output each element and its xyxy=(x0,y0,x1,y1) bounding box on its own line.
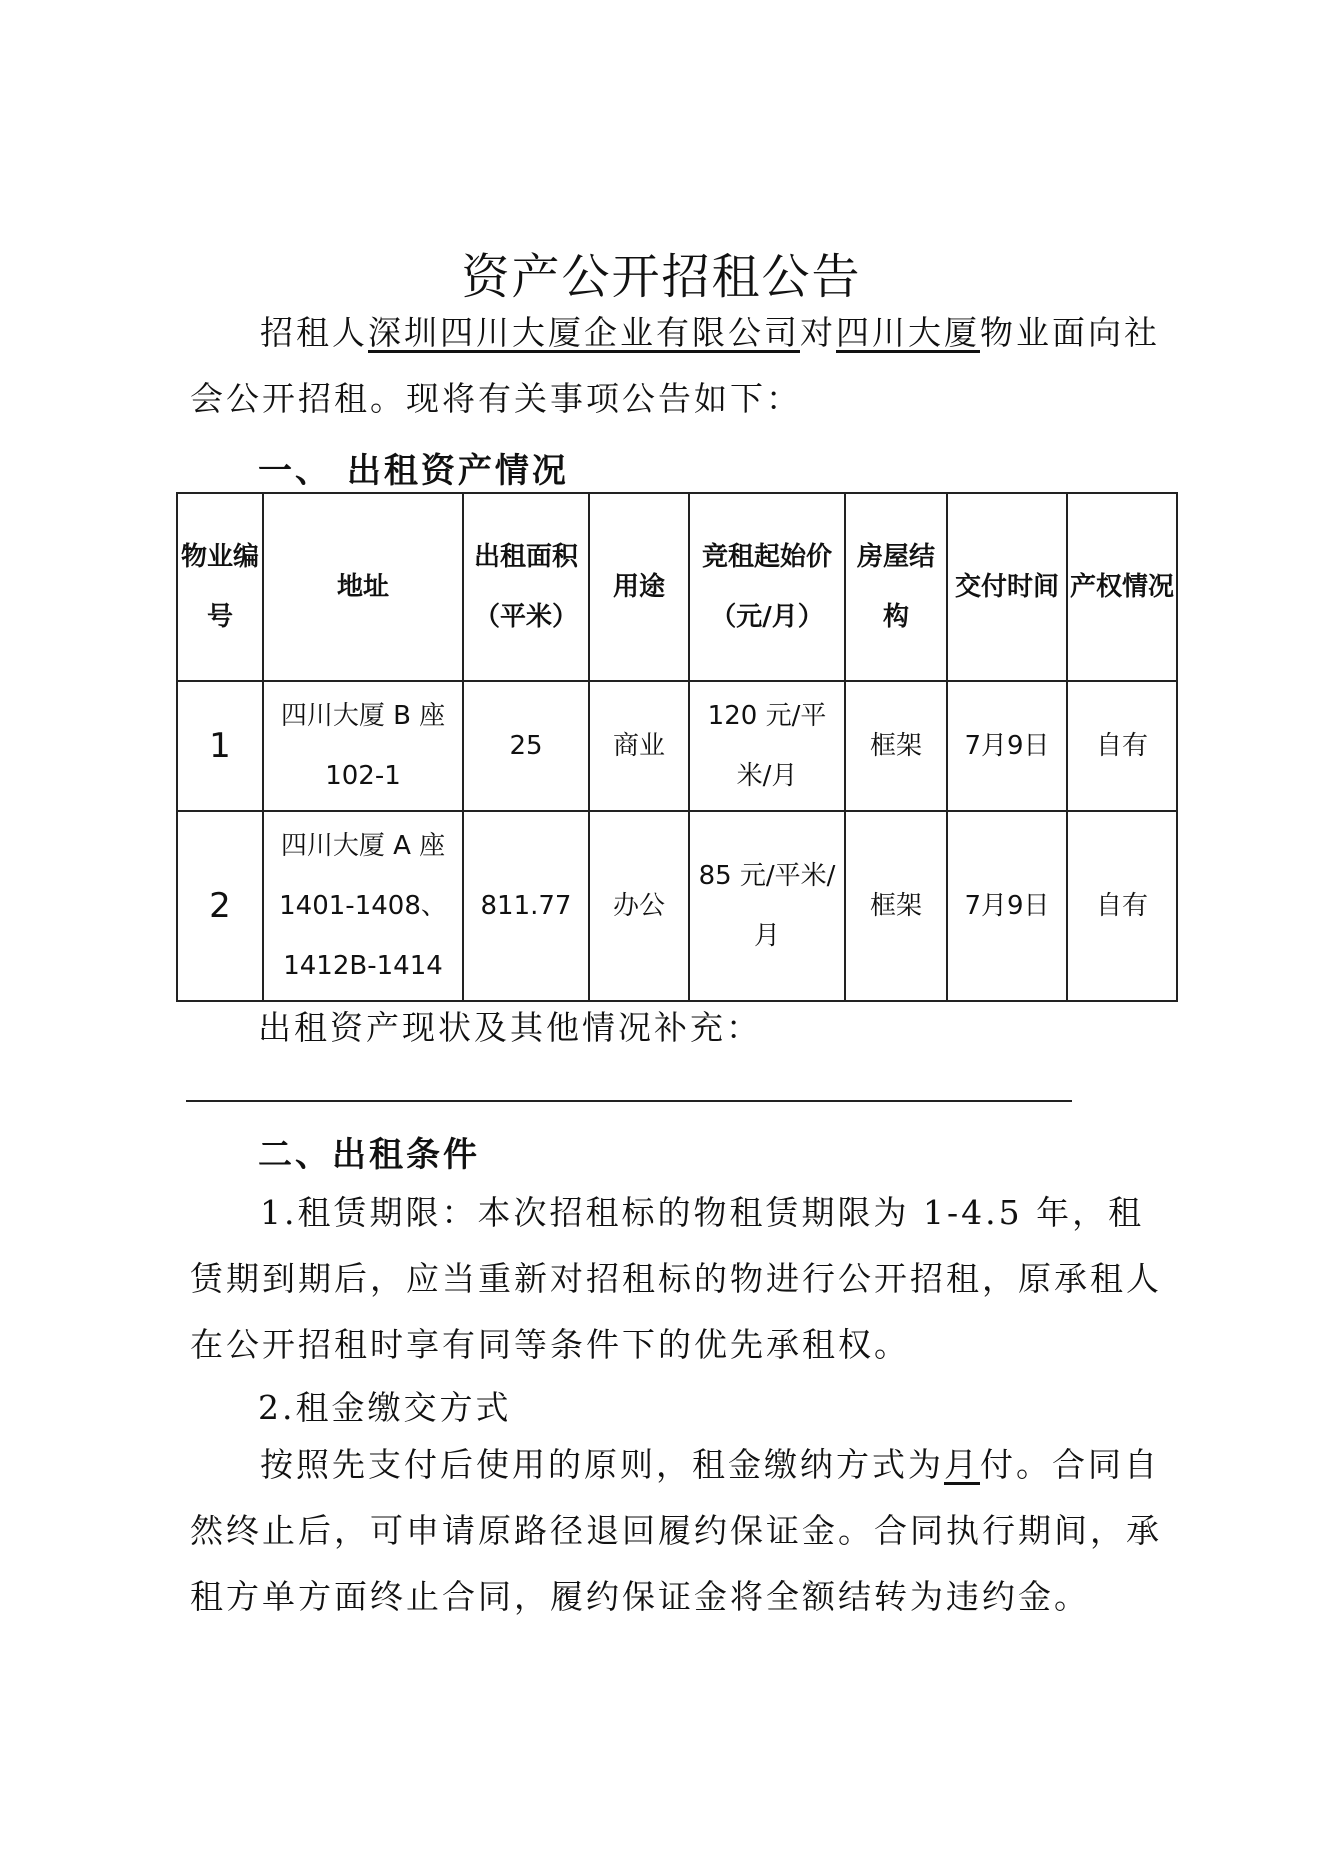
row-structure: 框架 xyxy=(845,681,947,811)
table-header-cell: 房屋结构 xyxy=(845,493,947,681)
page-title: 资产公开招租公告 xyxy=(461,249,862,305)
table-header-cell: 地址 xyxy=(263,493,463,681)
table-header-cell: 竞租起始价（元/月） xyxy=(689,493,845,681)
row-ownership: 自有 xyxy=(1067,681,1177,811)
table-header-cell: 出租面积（平米） xyxy=(463,493,589,681)
row-area: 811.77 xyxy=(463,811,589,1001)
row-id: 1 xyxy=(177,681,263,811)
row-structure: 框架 xyxy=(845,811,947,1001)
table-header-cell: 交付时间 xyxy=(947,493,1067,681)
supplement-label: 出租资产现状及其他情况补充： xyxy=(258,1008,762,1047)
intro-mid: 对 xyxy=(800,313,836,352)
row-delivery: 7月9日 xyxy=(947,681,1067,811)
blank-fill-line xyxy=(186,1100,1072,1102)
row-price: 120 元/平米/月 xyxy=(689,681,845,811)
row-delivery: 7月9日 xyxy=(947,811,1067,1001)
intro-company: 深圳四川大厦企业有限公司 xyxy=(368,313,800,352)
intro-prefix: 招租人 xyxy=(260,313,368,352)
term-number: 1. xyxy=(260,1193,298,1232)
table-row xyxy=(177,811,1177,1001)
row-use: 商业 xyxy=(589,681,689,811)
assets-table xyxy=(176,492,1178,1002)
table-header-row xyxy=(177,493,1177,681)
row-address: 四川大厦 A 座 1401-1408、1412B-1414 xyxy=(263,811,463,1001)
payment-title: 2.租金缴交方式 xyxy=(258,1388,512,1427)
intro-paragraph xyxy=(190,300,1170,432)
row-use: 办公 xyxy=(589,811,689,1001)
intro-property: 四川大厦 xyxy=(836,313,980,352)
term-paragraph xyxy=(190,1180,1170,1378)
section1-heading: 一、 出租资产情况 xyxy=(258,451,569,491)
row-price: 85 元/平米/月 xyxy=(689,811,845,1001)
table-header-cell: 物业编号 xyxy=(177,493,263,681)
intro-suffix: 物业面向社会公开招租。现将有关事项公告如下： xyxy=(190,313,1160,418)
table-row xyxy=(177,681,1177,811)
payment-prefix: 按照先支付后使用的原则，租金缴纳方式为 xyxy=(260,1445,944,1484)
table-header-cell: 用途 xyxy=(589,493,689,681)
table-header-cell: 产权情况 xyxy=(1067,493,1177,681)
payment-paragraph xyxy=(190,1432,1170,1630)
term-text: 租赁期限：本次招租标的物租赁期限为 1-4.5 年，租赁期到期后，应当重新对招租标的物进行公开招租，原承租人在公开招租时享有同等条件下的优先承租权。 xyxy=(190,1193,1162,1364)
section2-heading: 二、出租条件 xyxy=(258,1135,480,1175)
row-area: 25 xyxy=(463,681,589,811)
row-address: 四川大厦 B 座 102-1 xyxy=(263,681,463,811)
row-id: 2 xyxy=(177,811,263,1001)
payment-cycle: 月 xyxy=(944,1445,980,1484)
payment-suffix: 付。合同自然终止后，可申请原路径退回履约保证金。合同执行期间，承租方单方面终止合同，履约保证金将全额结转为违约金。 xyxy=(190,1445,1162,1616)
row-ownership: 自有 xyxy=(1067,811,1177,1001)
